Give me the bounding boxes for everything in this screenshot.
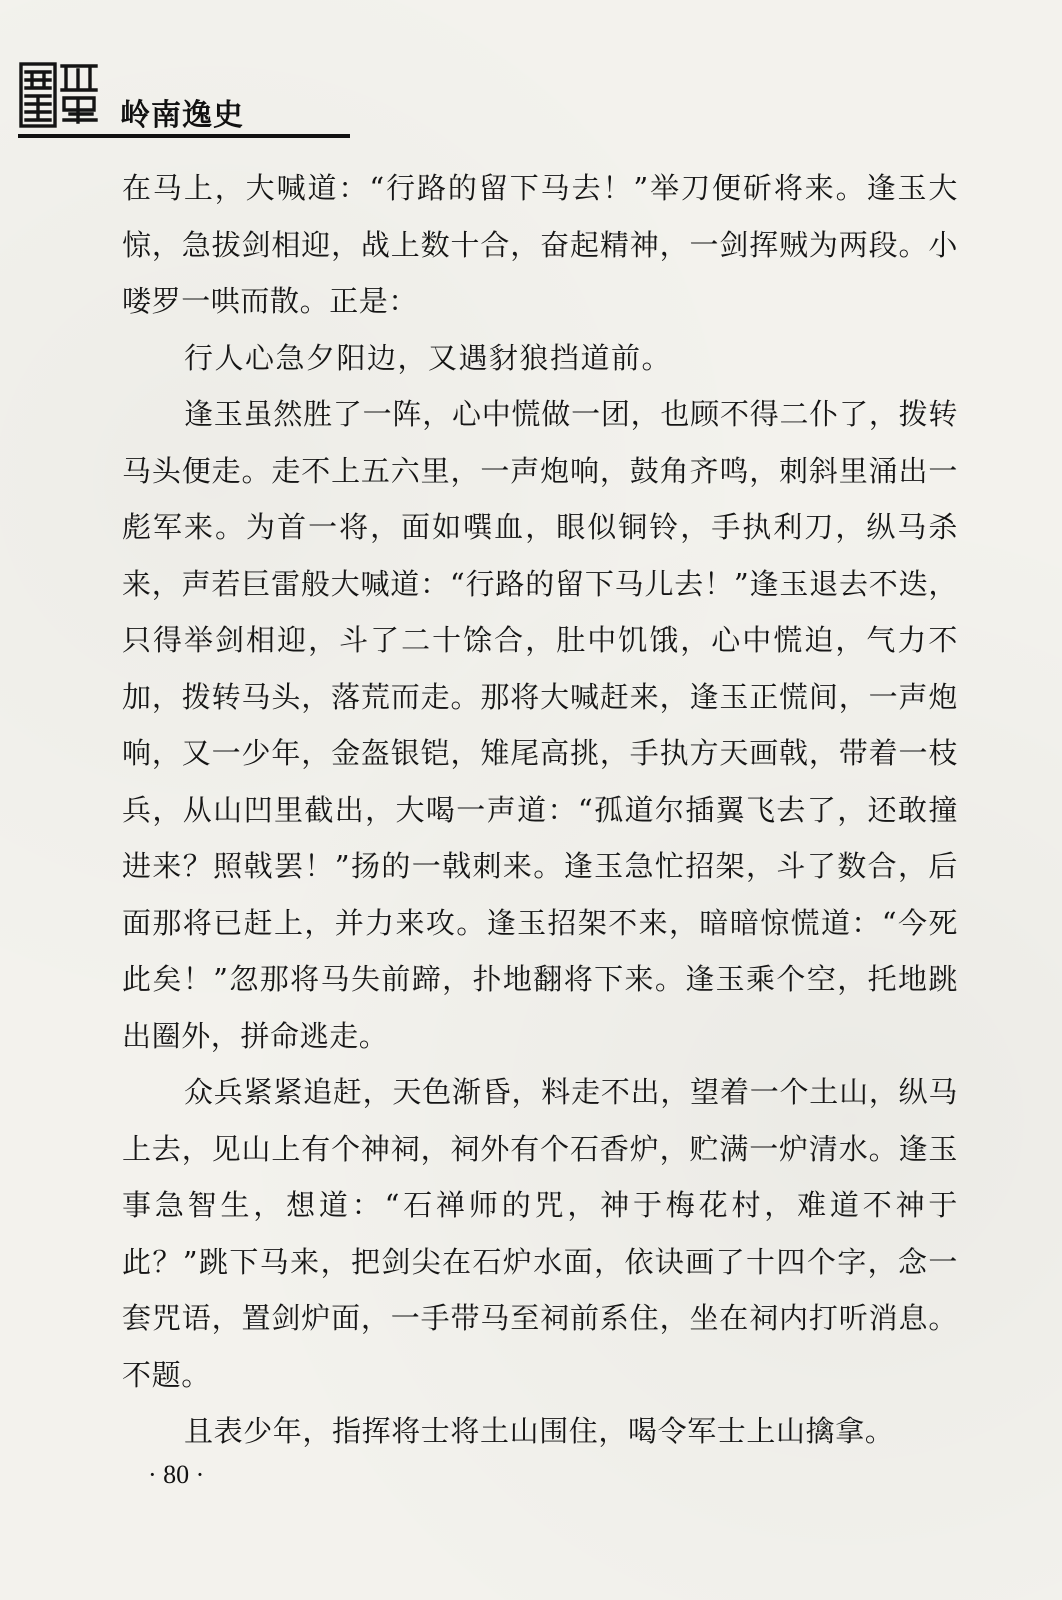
body-text — [122, 160, 958, 1460]
paragraph: 且表少年，指挥将士将土山围住，喝令军士上山擒拿。 — [184, 1414, 895, 1448]
paragraph: 逢玉虽然胜了一阵，心中慌做一团，也顾不得二仆了，拨转马头便走。走不上五六里，一声炮响，鼓角齐鸣，刺斜里涌出一彪军来。为首一将，面如噀血，眼似铜铃，手执利刀，纵马杀来，声若巨雷般大喊道：“行路的留下马儿去！”逢玉退去不迭，只得举剑相迎，斗了二十馀合，肚中饥饿，心中慌迫，气力不加，拨转马头，落荒而走。那将大喊赶来，逢玉正慌间，一声炮响，又一少年，金盔银铠，雉尾高挑，手执方天画戟，带着一枝兵，从山凹里截出，大喝一声道：“孤道尔插翼飞去了，还敢撞进来？照戟罢！”扬的一戟刺来。逢玉急忙招架，斗了数合，后面那将已赶上，并力来攻。逢玉招架不来，暗暗惊慌道：“今死此矣！”忽那将马失前蹄，扑地翻将下来。逢玉乘个空，托地跳出圈外，拼命逃走。 — [122, 397, 958, 1053]
header-rule — [18, 134, 350, 138]
page-number: · 80 · — [148, 1460, 205, 1489]
running-title: 岭南逸史 — [120, 98, 244, 133]
paragraph: 众兵紧紧追赶，天色渐昏，料走不出，望着一个土山，纵马上去，见山上有个神祠，祠外有个石香炉，贮满一炉清水。逢玉事急智生，想道：“石禅师的咒，神于梅花村，难道不神于此？”跳下马来，把剑尖在石炉水面，依诀画了十四个字，念一套咒语，置剑炉面，一手带马至祠前系住，坐在祠内打听消息。不题。 — [122, 1075, 958, 1392]
verse-line: 行人心急夕阳边，又遇豺狼挡道前。 — [184, 340, 673, 375]
seal-logo-icon — [18, 60, 100, 130]
paragraph: 在马上，大喊道：“行路的留下马去！”举刀便斫将来。逢玉大惊，急拔剑相迎，战上数十合，奋起精神，一剑挥贼为两段。小喽罗一哄而散。正是： — [122, 171, 958, 318]
